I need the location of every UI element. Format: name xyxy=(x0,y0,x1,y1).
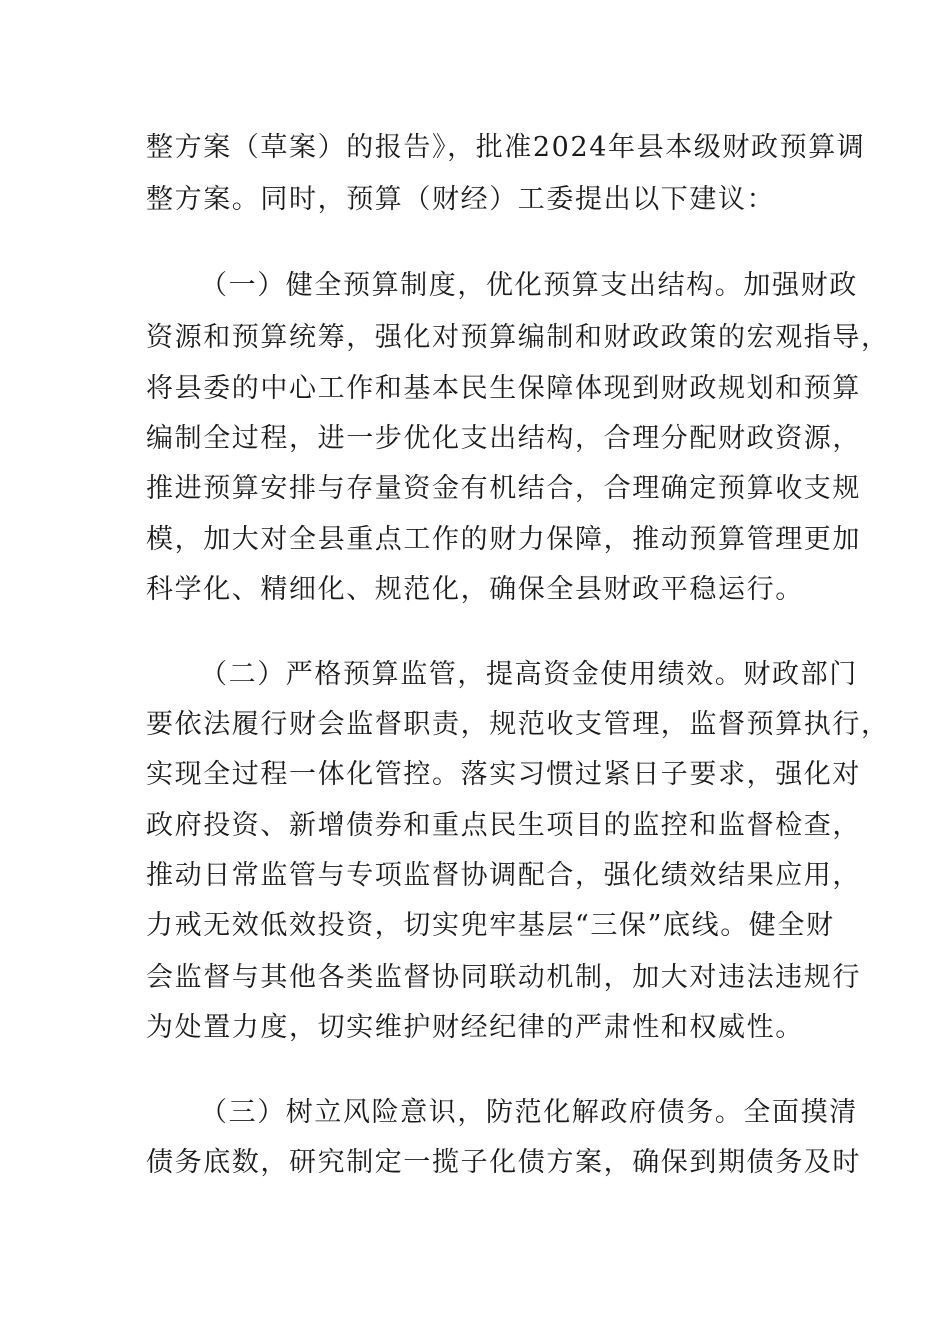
text-line: 整方案。同时，预算（财经）工委提出以下建议： xyxy=(146,184,776,215)
text-line: 推进预算安排与存量资金有机结合，合理确定预算收支规 xyxy=(146,473,861,504)
paragraph-heading-3: （三）树立风险意识，防范化解政府债务。全面摸清 xyxy=(200,1097,858,1128)
text-line: 会监督与其他各类监督协同联动机制，加大对违法违规行 xyxy=(146,962,861,993)
text-line: 科学化、精细化、规范化，确保全县财政平稳运行。 xyxy=(146,574,804,605)
paragraph-heading-1: （一）健全预算制度，优化预算支出结构。加强财政 xyxy=(200,270,858,301)
text-line: 推动日常监管与专项监督协调配合，强化绩效结果应用， xyxy=(146,860,861,891)
text-line: 整方案（草案）的报告》，批准2024年县本级财政预算调 xyxy=(146,132,866,163)
text-line: 政府投资、新增债券和重点民生项目的监控和监督检查， xyxy=(146,810,861,841)
text-line: 将县委的中心工作和基本民生保障体现到财政规划和预算 xyxy=(146,373,861,404)
text-line: 资源和预算统筹，强化对预算编制和财政政策的宏观指导， xyxy=(146,322,890,353)
text-line: 为处置力度，切实维护财经纪律的严肃性和权威性。 xyxy=(146,1012,804,1043)
paragraph-heading-2: （二）严格预算监管，提高资金使用绩效。财政部门 xyxy=(200,659,858,690)
text-line: 实现全过程一体化管控。落实习惯过紧日子要求，强化对 xyxy=(146,759,861,790)
text-line: 债务底数，研究制定一揽子化债方案，确保到期债务及时 xyxy=(146,1147,861,1178)
text-line: 要依法履行财会监督职责，规范收支管理，监督预算执行， xyxy=(146,709,890,740)
text-line: 编制全过程，进一步优化支出结构，合理分配财政资源， xyxy=(146,423,861,454)
text-line: 力戒无效低效投资，切实兜牢基层“三保”底线。健全财 xyxy=(146,910,835,941)
text-line: 模，加大对全县重点工作的财力保障，推动预算管理更加 xyxy=(146,524,861,555)
